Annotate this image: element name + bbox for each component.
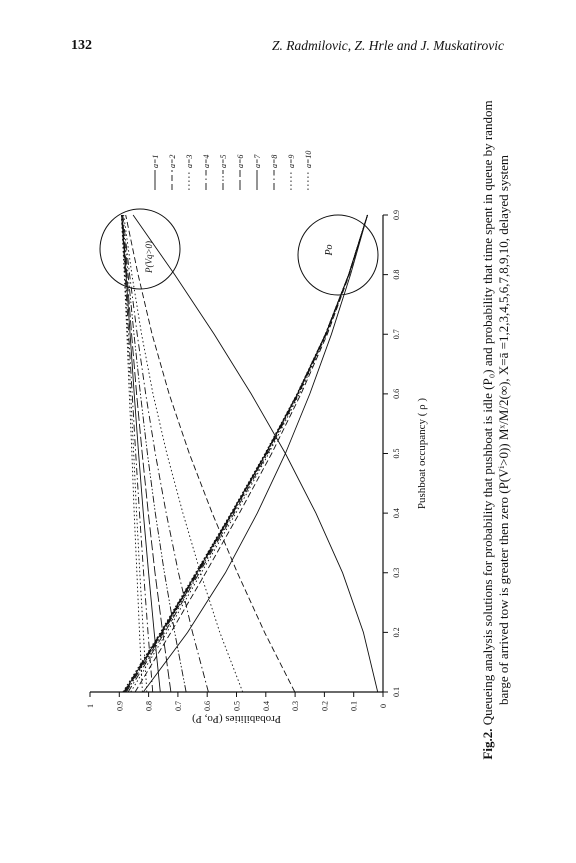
x-tick-label: 0.6 <box>392 388 401 399</box>
x-tick-label: 0.7 <box>392 329 401 340</box>
x-tick-label: 0.4 <box>392 508 401 519</box>
figure-label: Fig.2. <box>480 728 495 760</box>
x-axis-label: Pushboat occupancy ( ρ ) <box>416 397 428 510</box>
legend-label-a=7: a=7 <box>253 154 262 168</box>
x-tick-label: 0.3 <box>392 567 401 578</box>
annotation-pq: P(Vq>0) <box>144 240 154 274</box>
y-axis-label: Probabilities (Po, P) <box>192 713 281 725</box>
x-tick-label: 0.5 <box>392 448 401 459</box>
y-tick-label: 1 <box>86 704 95 708</box>
y-tick-label: 0.7 <box>173 701 183 711</box>
y-tick-label: 0.1 <box>349 701 359 711</box>
series-a=4-po-line <box>128 215 367 692</box>
highlight-circle-pq <box>100 209 180 289</box>
series-a=8-po-line <box>124 215 368 692</box>
y-tick-label: 0.3 <box>291 701 301 711</box>
legend-label-a=5: a=5 <box>219 154 228 168</box>
x-tick-label: 0.8 <box>392 269 401 280</box>
legend-label-a=1: a=1 <box>151 154 160 168</box>
legend-label-a=2: a=2 <box>168 154 177 168</box>
y-tick-label: 0.8 <box>144 701 154 711</box>
series-a=10-pq-line <box>121 215 142 692</box>
legend-label-a=9: a=9 <box>287 154 296 168</box>
series-a=10-po-line <box>123 215 368 692</box>
legend-label-a=8: a=8 <box>270 154 279 168</box>
legend-label-a=3: a=3 <box>185 154 194 168</box>
series-a=1-po-line <box>143 215 367 692</box>
series-a=5-po-line <box>126 215 367 692</box>
series-a=3-po-line <box>131 215 368 692</box>
x-tick-label: 0.1 <box>392 687 401 697</box>
series-a=9-po-line <box>123 215 367 692</box>
chart-layer <box>86 151 428 725</box>
y-tick-label: 0.5 <box>232 701 242 711</box>
x-tick-label: 0.2 <box>392 627 401 638</box>
y-tick-label: 0.6 <box>203 701 213 711</box>
y-tick-label: 0 <box>379 704 388 708</box>
page-number: 132 <box>71 38 92 53</box>
y-tick-label: 0.9 <box>115 701 125 711</box>
legend-label-a=10: a=10 <box>304 150 313 168</box>
highlight-circle-po <box>298 215 378 295</box>
legend-label-a=6: a=6 <box>236 154 245 168</box>
annotation-po: Po <box>324 244 335 256</box>
x-tick-label: 0.9 <box>392 210 401 220</box>
legend-label-a=4: a=4 <box>202 154 211 168</box>
y-tick-label: 0.4 <box>261 701 271 711</box>
figure-caption-text: Queueing analysis solutions for probability that pushboat is idle (P₀) and probability that time spent in queue by random barge of arrived tow is greater then zero (P(Vⁱ>0)) Mˣ/M/2(∞), X=ā =1,2,3,4,5,6,7,8,9,10, delayed system <box>480 100 511 726</box>
running-head: Z. Radmilovic, Z. Hrle and J. Muskatirovic <box>272 38 504 53</box>
y-tick-label: 0.2 <box>320 701 330 711</box>
series-a=3-pq-line <box>124 215 243 692</box>
series-a=2-pq-line <box>126 215 295 692</box>
